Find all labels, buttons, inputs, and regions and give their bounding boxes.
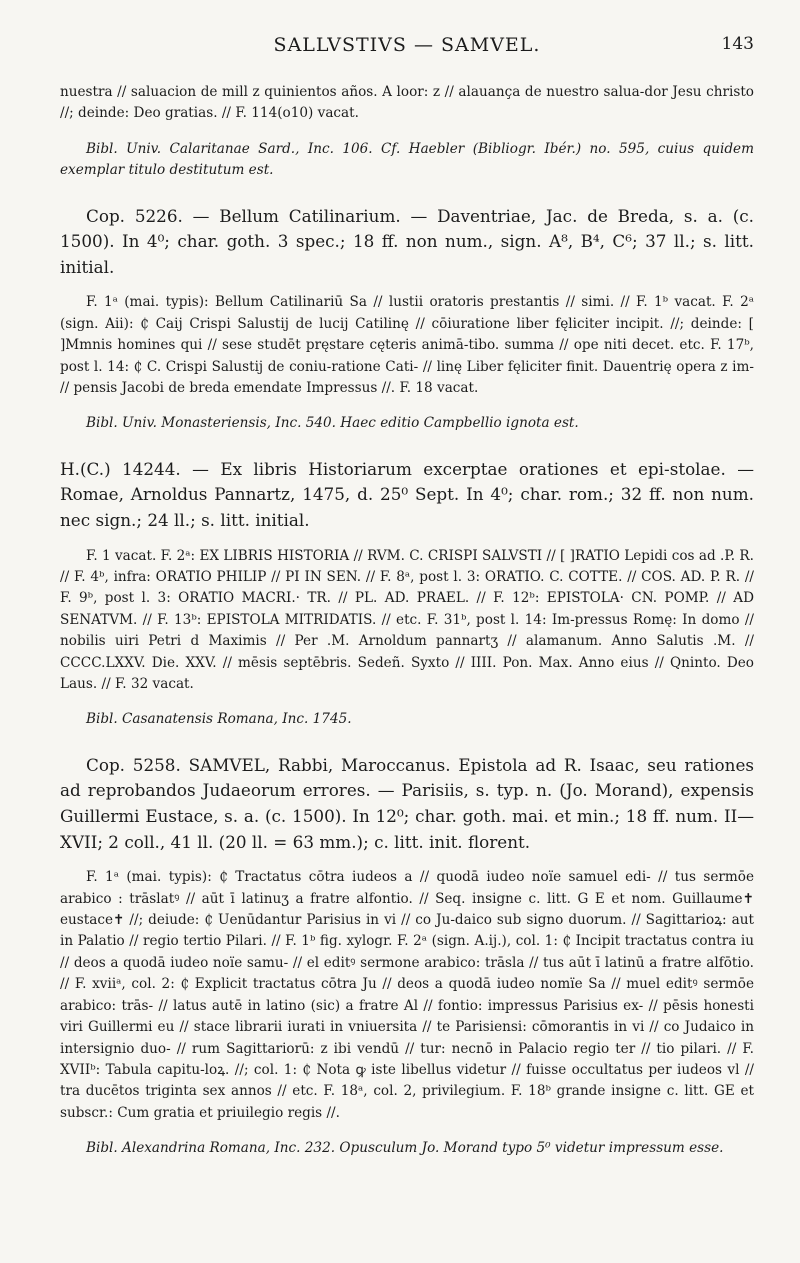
bibliography-note: Bibl. Casanatensis Romana, Inc. 1745. (86, 711, 352, 728)
entry-body: F. 1 vacat. F. 2ᵃ: EX LIBRIS HISTORIA // RVM. C. CRISPI SALVSTI // [ ]RATIO Lepidi cos ad .P. R. // F. 4ᵇ, infra: ORATIO PHILIP // PI IN SEN. // F. 8ᵃ, post l. 3: ORATIO. C. COTTE. // COS. AD. P. R. // F. 9ᵇ, post l. 3: ORATIO MACRI.· TR. // PL. AD. PRAEL. // F. 12ᵇ: EPISTOLA· CN. POMP. // AD SENATVM. // F. 13ᵇ: EPISTOLA MITRIDATIS. // etc. F. 31ᵇ, post l. 14: Im-pressus Romę: In domo // nobilis uiri Petri d Maximis // Per .M. Arnoldum pannartʒ // alamanum. Anno Salutis .M. // CCCC.LXXV. Die. XXV. // mēsis septēbris. Sedeñ. Syxto // IIII. Pon. Max. Anno eius // Qninto. Deo Laus. // F. 32 vacat. (60, 547, 754, 693)
bibliography-note: Bibl. Univ. Monasteriensis, Inc. 540. Haec editio Campbellio ignota est. (86, 415, 579, 432)
entry-hc-14244 (60, 457, 754, 731)
entry-heading: H.(C.) 14244. — Ex libris Historiarum excerptae orationes et epi-stolae. — Romae, Arnoldus Pannartz, 1475, d. 25⁰ Sept. In 4⁰; char. rom.; 32 ff. non num. nec sign.; 24 ll.; s. litt. initial. (60, 458, 754, 531)
page-header (60, 34, 754, 82)
running-head: SALLVSTIVS — SAMVEL. (273, 34, 541, 56)
entry-body: F. 1ᵃ (mai. typis): ₵ Tractatus cōtra iudeos a // quodā iudeo noïe samuel edi- // tus sermōe arabico : trāslatꝰ // aūt ī latinuʒ a fratre alfontio. // Seq. insigne c. litt. G E et nom. Guillaume✝ eustace✝ //; deiude: ₵ Uenūdantur Parisius in vi // co Ju-daico sub signo duorum. // Sagittarioꝝ: aut in Palatio // regio tertio Pilari. // F. 1ᵇ fig. xylogr. F. 2ᵃ (sign. A.ij.), col. 1: ₵ Incipit tractatus contra iu // deos a quodā iudeo noïe samu- // el editꝰ sermone arabico: trāsla // tus aūt ī latinū a fratre alfōtio. // F. xviiᵃ, col. 2: ₵ Explicit tractatus cōtra Ju // deos a quodā iudeo nomïe Sa // muel editꝰ sermōe arabico: trās- // latus autē in latino (sic) a fratre Al // fontio: impressus Parisius ex- // pēsis honesti viri Guillermi eu // stace librarii iurati in vniuersita // te Parisiensi: cōmorantis in vi // co Judaico in intersignio duo- // rum Sagittariorū: z ibi vendū // tur: necnō in Palacio regio ter // tio pilari. // F. XVIIᵇ: Tabula capitu-loꝝ. //; col. 1: ₵ Nota ꝙ iste libellus videtur // fuisse occultatus per iudeos vl // tra ducētos triginta sex annos // etc. F. 18ᵃ, col. 2, privilegium. F. 18ᵇ grande insigne c. litt. GE et subscr.: Cum gratia et priuilegio regis //. (60, 869, 754, 1121)
book-page (60, 0, 754, 1160)
page-number: 143 (721, 34, 754, 54)
entry-cop-5258 (60, 753, 754, 1160)
bibliography-note: Bibl. Univ. Calaritanae Sard., Inc. 106. Cf. Haebler (Bibliogr. Ibér.) no. 595, cuius quidem exemplar titulo destitutum est. (60, 140, 754, 179)
entry-cop-5226 (60, 204, 754, 435)
entry-heading: Cop. 5226. — Bellum Catilinarium. — Daventriae, Jac. de Breda, s. a. (c. 1500). In 4⁰; char. goth. 3 spec.; 18 ff. non num., sign. A⁸, B⁴, C⁶; 37 ll.; s. litt. initial. (60, 205, 754, 277)
bibliography-note: Bibl. Alexandrina Romana, Inc. 232. Opusculum Jo. Morand typo 5⁰ videtur impressum esse. (86, 1140, 724, 1157)
entry-body: nuestra // saluacion de mill z quinientos años. A loor: z // alauança de nuestro salua-dor Jesu christo //; deinde: Deo gratias. // F. 114(o10) vacat. (60, 84, 754, 122)
entry-heading: Cop. 5258. SAMVEL, Rabbi, Maroccanus. Epistola ad R. Isaac, seu rationes ad reprobandos Judaeorum errores. — Parisiis, s. typ. n. (Jo. Morand), expensis Guillermi Eustace, s. a. (c. 1500). In 12⁰; char. goth. mai. et min.; 18 ff. num. II—XVII; 2 coll., 41 ll. (20 ll. = 63 mm.); c. litt. init. florent. (60, 754, 754, 852)
entry-intro (60, 82, 754, 182)
entry-body: F. 1ᵃ (mai. typis): Bellum Catilinariū Sa // lustii oratoris prestantis // simi. // F. 1ᵇ vacat. F. 2ᵃ (sign. Aii): ₵ Caij Crispi Salustij de lucij Catilinę // cōiuratione liber fęliciter incipit. //; deinde: [ ]Mmnis homines qui // sese studēt pręstare cęteris animā-tibo. summa // ope niti decet. etc. F. 17ᵇ, post l. 14: ₵ C. Crispi Salustij de coniu-ratione Cati- // linę Liber fęliciter finit. Dauentrię opera z im- // pensis Jacobi de breda emendate Impressus //. F. 18 vacat. (60, 294, 754, 397)
